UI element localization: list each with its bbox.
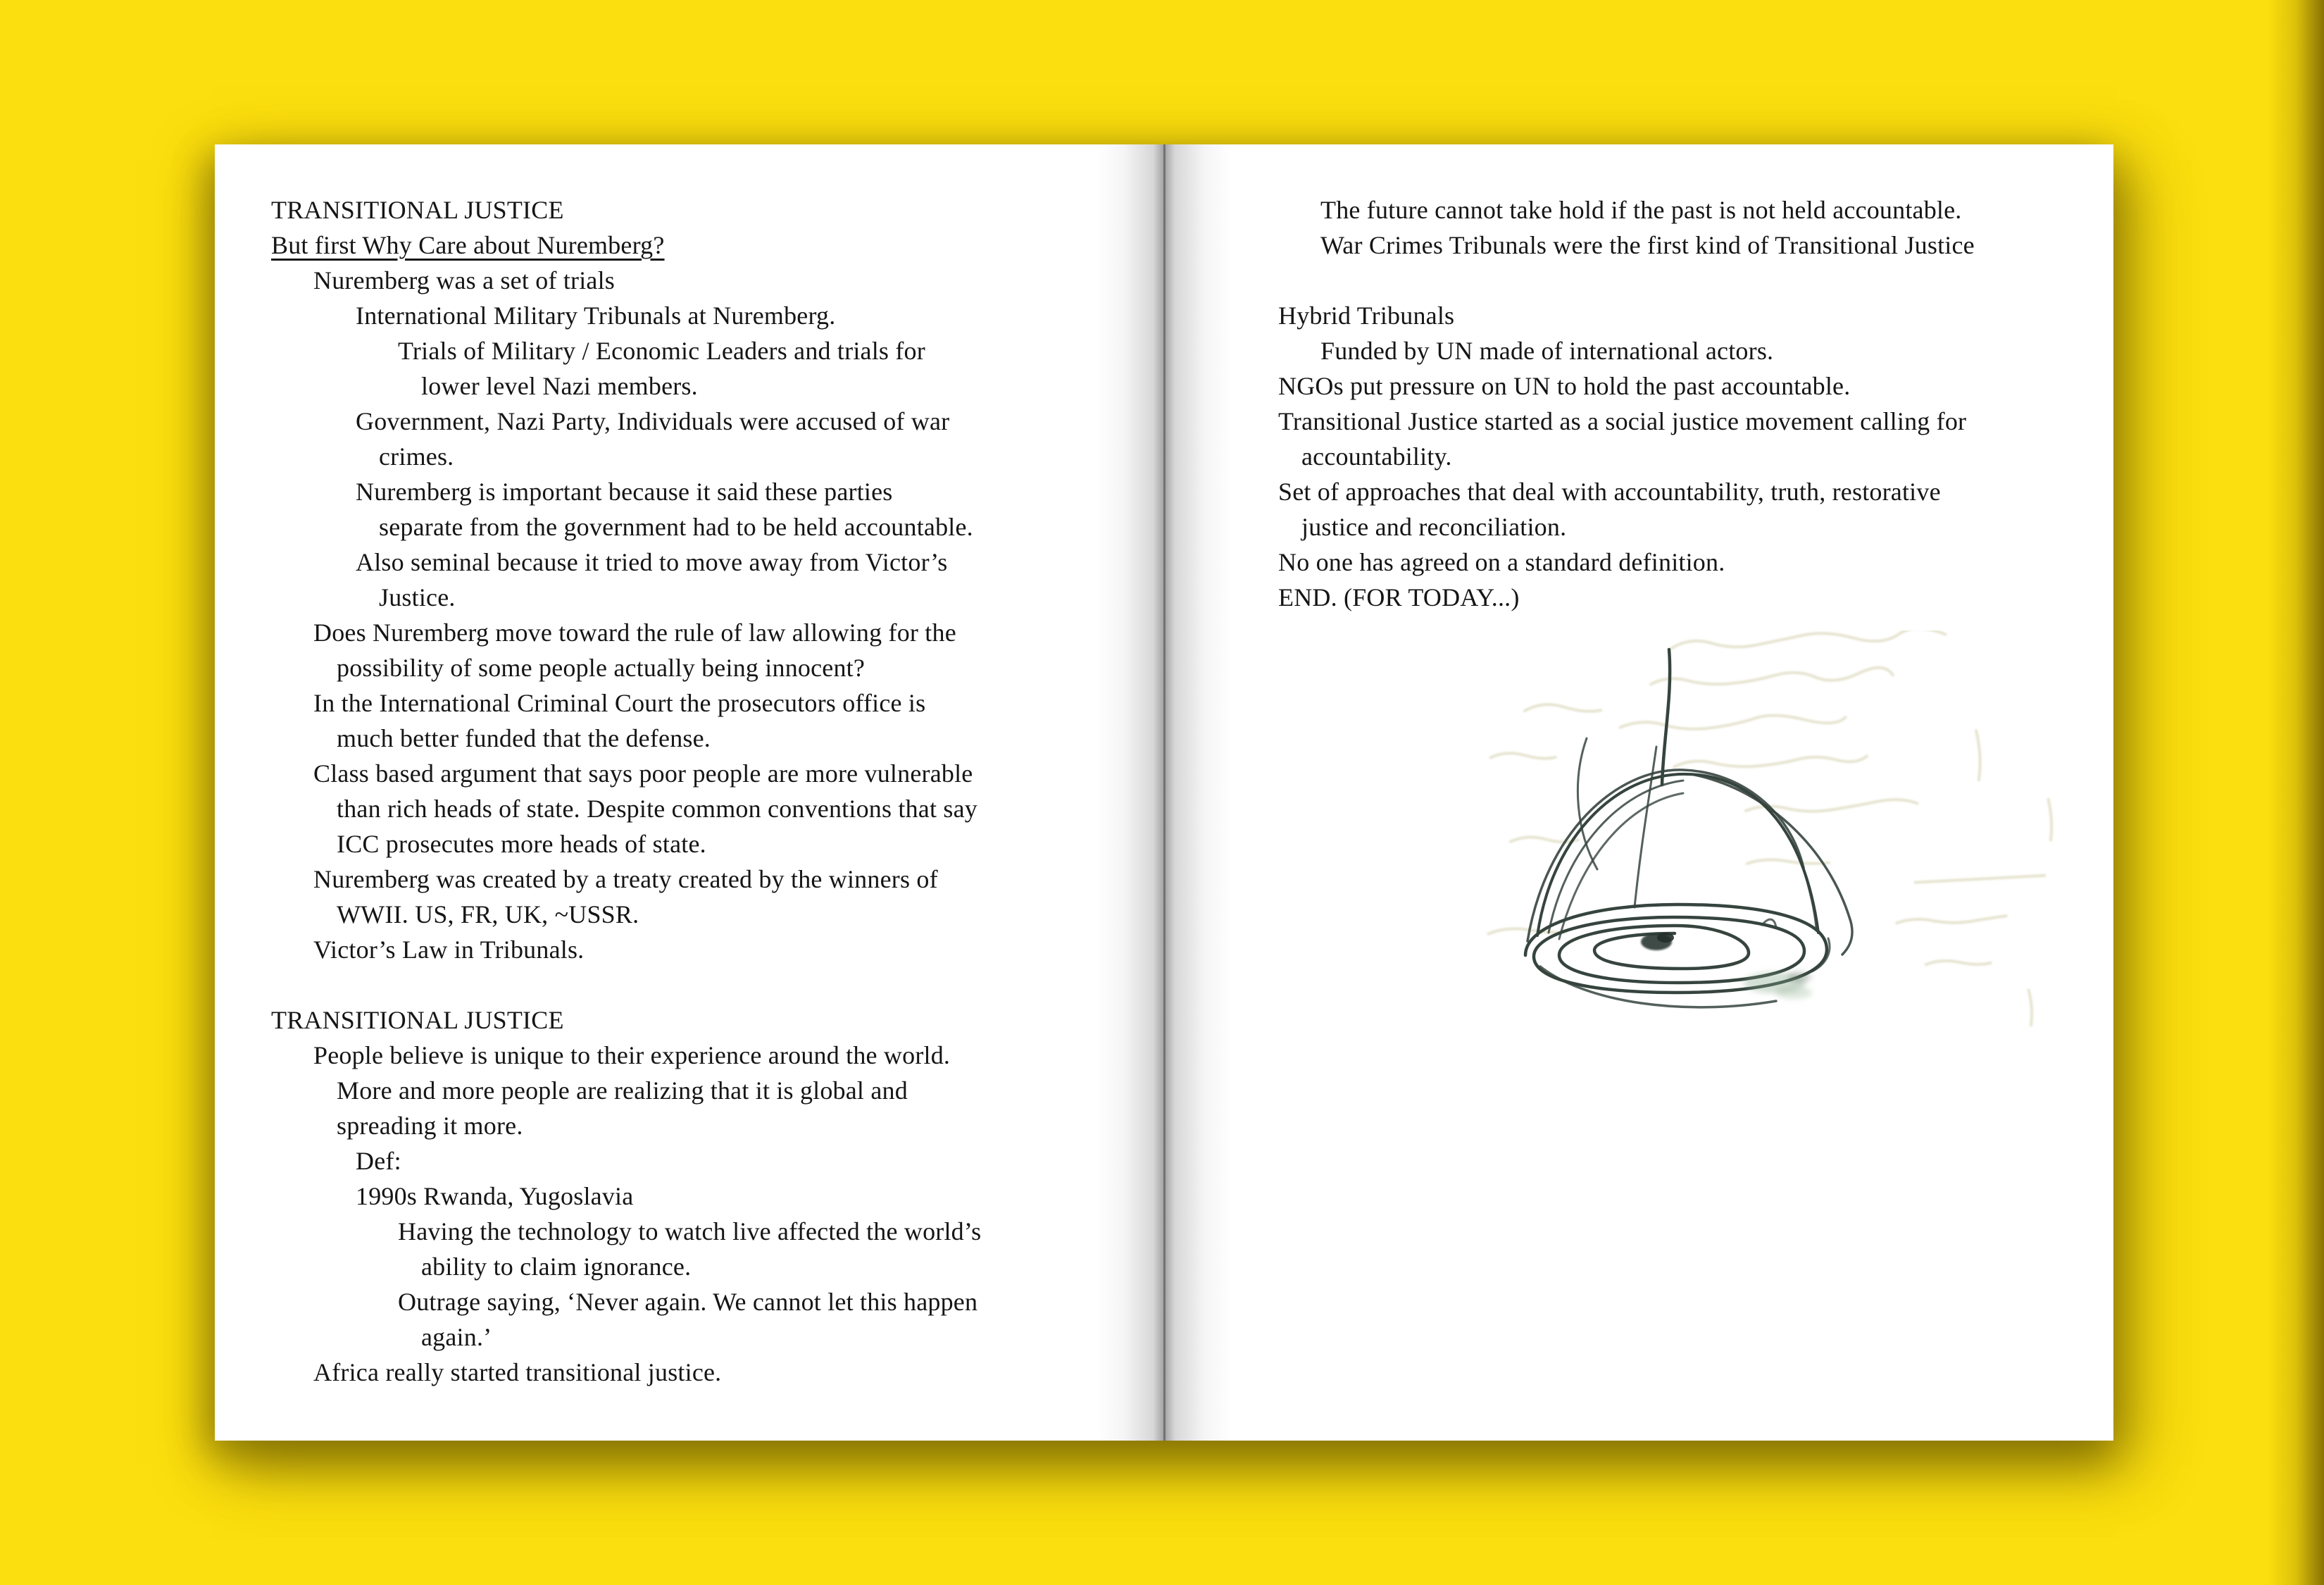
text-line: Nuremberg was created by a treaty created by the winners of (313, 865, 938, 893)
text-line: But first Why Care about Nuremberg? (271, 231, 665, 259)
text-line: lower level Nazi members. (421, 372, 698, 400)
text-line: TRANSITIONAL JUSTICE (271, 196, 564, 224)
text-line: The future cannot take hold if the past is not held accountable. (1320, 196, 1962, 224)
text-line: justice and reconciliation. (1301, 513, 1567, 541)
text-line: People believe is unique to their experience around the world. (313, 1041, 951, 1069)
text-line: In the International Criminal Court the prosecutors office is (313, 689, 926, 717)
text-line: Class based argument that says poor people are more vulnerable (313, 759, 973, 788)
blank-line (271, 967, 981, 1002)
text-line: NGOs put pressure on UN to hold the past accountable. (1278, 372, 1851, 400)
text-line: Does Nuremberg move toward the rule of law allowing for the (313, 619, 956, 647)
right-page-lines (1278, 192, 1975, 615)
text-line: Africa really started transitional justice. (313, 1358, 722, 1386)
text-line: Set of approaches that deal with accountability, truth, restorative (1278, 478, 1941, 506)
text-line: separate from the government had to be held accountable. (379, 513, 973, 541)
text-line: More and more people are realizing that it is global and (337, 1076, 908, 1105)
text-line: spreading it more. (337, 1112, 523, 1140)
ink-strokes (1525, 649, 1852, 1007)
text-line: Also seminal because it tried to move away from Victor’s (356, 548, 948, 576)
text-line: Nuremberg was a set of trials (313, 266, 616, 294)
text-line: than rich heads of state. Despite common conventions that say (337, 795, 977, 823)
text-line: much better funded that the defense. (337, 724, 711, 752)
photo-edge-vignette (2268, 0, 2324, 1585)
text-line: ICC prosecutes more heads of state. (337, 830, 706, 858)
ink-smudge (1744, 971, 1812, 999)
text-line: Nuremberg is important because it said these parties (356, 478, 893, 506)
text-line: Trials of Military / Economic Leaders and trials for (398, 337, 925, 365)
text-line: War Crimes Tribunals were the first kind of Transitional Justice (1320, 231, 1975, 259)
left-page-lines (271, 192, 981, 1390)
text-line: Government, Nazi Party, Individuals were accused of war (356, 407, 950, 435)
text-line: Having the technology to watch live affected the world’s (398, 1217, 982, 1245)
text-line: Victor’s Law in Tribunals. (313, 936, 585, 964)
text-line: Outrage saying, ‘Never again. We cannot let this happen (398, 1288, 978, 1316)
text-line: 1990s Rwanda, Yugoslavia (356, 1182, 634, 1210)
stem-inner-stroke (1635, 747, 1656, 907)
right-page (1164, 144, 2113, 1441)
text-line: TRANSITIONAL JUSTICE (271, 1006, 564, 1034)
text-line: crimes. (379, 442, 454, 471)
book-spread (215, 144, 2113, 1441)
text-line: International Military Tribunals at Nuremberg. (356, 302, 836, 330)
stem-stroke (1662, 649, 1670, 785)
left-page (215, 144, 1164, 1441)
text-line: accountability. (1301, 442, 1452, 471)
text-line: Transitional Justice started as a social justice movement calling for (1278, 407, 1967, 435)
text-line: No one has agreed on a standard definition. (1278, 548, 1725, 576)
ink-sketch (1444, 630, 2099, 1060)
text-line: END. (FOR TODAY...) (1278, 583, 1520, 611)
text-line: possibility of some people actually being innocent? (337, 654, 866, 682)
text-line: Justice. (379, 583, 456, 611)
text-line: again.’ (421, 1323, 492, 1351)
text-line: Def: (356, 1147, 401, 1175)
blank-line (1278, 263, 1975, 298)
text-line: Hybrid Tribunals (1278, 302, 1455, 330)
text-line: ability to claim ignorance. (421, 1253, 692, 1281)
text-line: Funded by UN made of international actors. (1320, 337, 1774, 365)
stray-arc-left (1578, 738, 1597, 869)
text-line: WWII. US, FR, UK, ~USSR. (337, 900, 639, 928)
